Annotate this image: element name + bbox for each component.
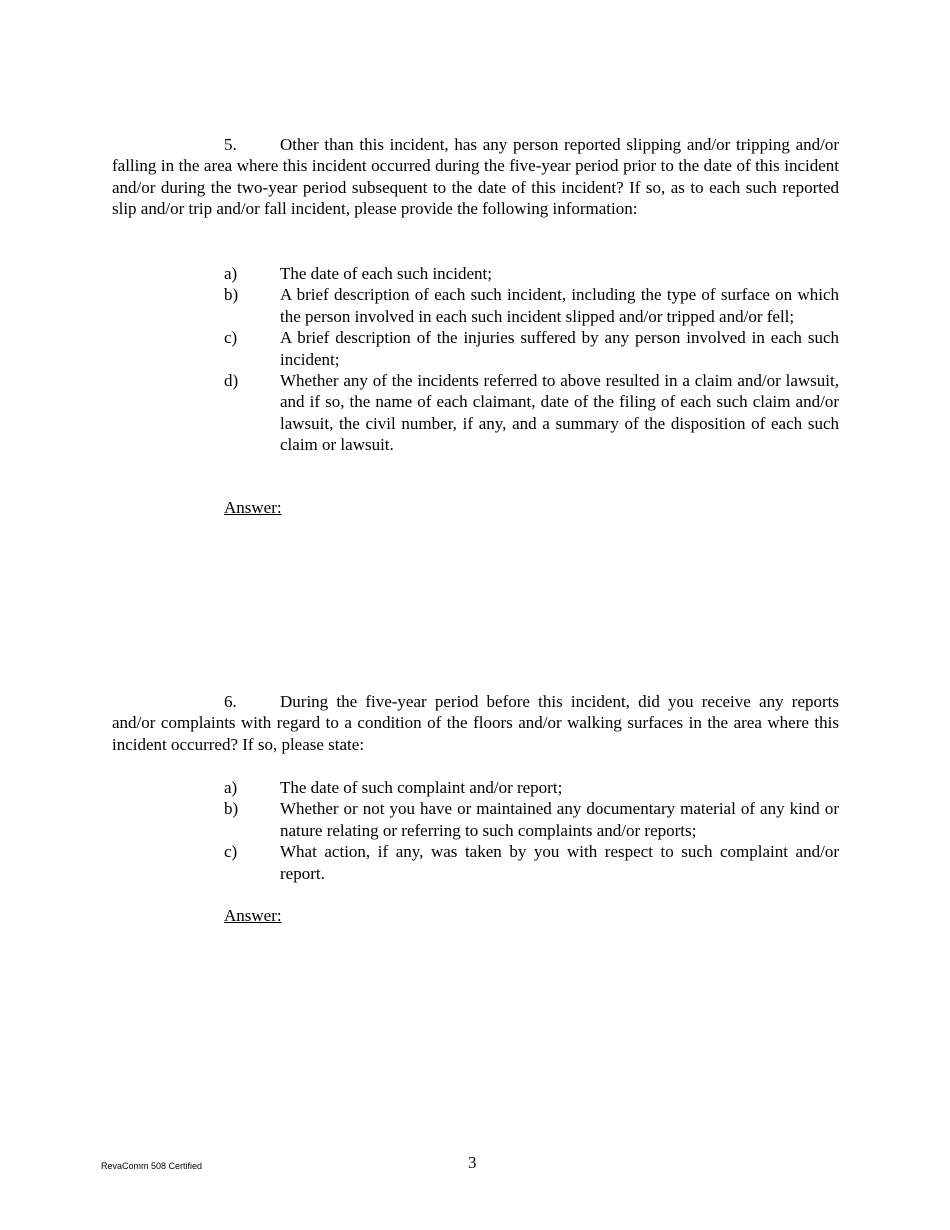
list-item [224, 263, 839, 284]
list-item-letter: b) [224, 285, 239, 305]
question-5-text: Other than this incident, has any person reported slipping and/or tripping and/or falling in the area where this incident occurred during the five-year period prior to the date of this incident and/or during the two-year period subsequent to the date of this incident? If so, as to each such reported slip and/or trip and/or fall incident, please provide the following information: [112, 135, 839, 219]
question-5-subitems [224, 263, 839, 456]
question-5-number: 5. [224, 135, 237, 154]
list-item [224, 841, 839, 884]
list-item-letter: b) [224, 799, 239, 819]
list-item [224, 370, 839, 456]
list-item-letter: a) [224, 264, 238, 283]
list-item [224, 777, 839, 798]
question-6-text: During the five-year period before this incident, did you receive any reports and/or complaints with regard to a condition of the floors and/or walking surfaces in the area where this incident occurred? If so, please state: [112, 692, 839, 754]
question-5-answer-label: Answer: [224, 498, 282, 517]
question-6-number: 6. [224, 692, 237, 711]
list-item [224, 798, 839, 841]
list-item [224, 327, 839, 370]
list-item-text: A brief description of each such incident, including the type of surface on which the person involved in each such incident slipped and/or tripped and/or fell; [280, 285, 839, 326]
list-item-letter: c) [224, 328, 238, 348]
list-item-text: Whether any of the incidents referred to above resulted in a claim and/or lawsuit, and if so, the name of each claimant, date of the filing of each such claim and/or lawsuit, the civil number, if any, and a summary of the disposition of each such claim or lawsuit. [280, 371, 839, 455]
certification-footer: RevaComm 508 Certified [101, 1161, 203, 1171]
list-item-text: A brief description of the injuries suffered by any person involved in each such incident; [280, 328, 839, 369]
page-number: 3 [468, 1153, 477, 1172]
question-6-answer-label: Answer: [224, 906, 282, 925]
list-item-text: What action, if any, was taken by you with respect to such complaint and/or report. [280, 842, 839, 883]
list-item-letter: a) [224, 778, 238, 797]
question-6-subitems [224, 777, 839, 884]
list-item-text: The date of each such incident; [280, 264, 492, 283]
question-5 [112, 134, 839, 220]
question-6 [112, 691, 839, 755]
list-item-letter: c) [224, 842, 238, 862]
list-item-letter: d) [224, 371, 239, 391]
list-item-text: The date of such complaint and/or report; [280, 778, 563, 797]
list-item [224, 284, 839, 327]
list-item-text: Whether or not you have or maintained any documentary material of any kind or nature relating or referring to such complaints and/or reports; [280, 799, 839, 840]
